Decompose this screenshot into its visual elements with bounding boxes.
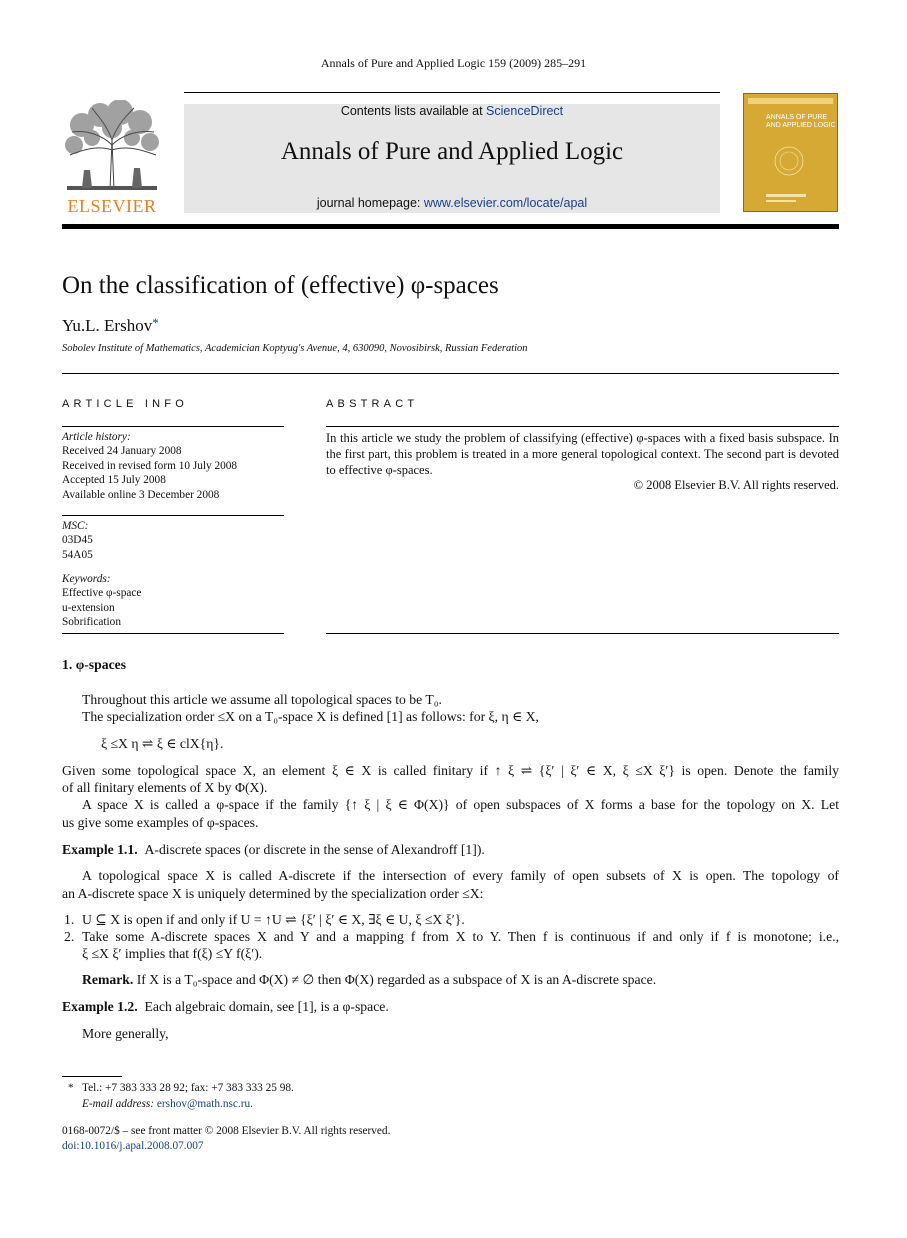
abstract-rule xyxy=(326,426,839,427)
header-thick-rule xyxy=(62,224,839,229)
issn-line: 0168-0072/$ – see front matter © 2008 Elsevier B.V. All rights reserved. xyxy=(62,1125,391,1137)
journal-banner xyxy=(184,104,720,213)
example-label: Example 1.1. xyxy=(62,842,138,857)
title-rule xyxy=(62,373,839,374)
remark xyxy=(82,972,656,988)
keyword: u-extension xyxy=(62,601,115,614)
history-received: Received 24 January 2008 xyxy=(62,445,182,458)
running-head: Annals of Pure and Applied Logic 159 (2009) 285–291 xyxy=(320,56,587,70)
author-footnote-mark[interactable]: * xyxy=(152,315,159,330)
footnote-rule xyxy=(62,1076,122,1077)
journal-cover-image xyxy=(743,93,838,212)
remark-text: If X is a T₀-space and Φ(X) ≠ ∅ then Φ(X) regarded as a subspace of X is an A-discrete space. xyxy=(136,972,657,987)
footnote-mark: * xyxy=(68,1082,74,1094)
paragraph-specialization: The specialization order ≤X on a T₀-space X is defined [1] as follows: for ξ, η ∈ X, xyxy=(82,709,539,724)
abstract-text: In this article we study the problem of classifying (effective) φ-spaces with a fixed basis subspace. In the first part, this problem is treated in a more general topological context. The second part is devoted to effective φ-spaces. xyxy=(326,431,839,477)
keyword: Effective φ-space xyxy=(62,587,142,600)
msc-code: 03D45 xyxy=(62,534,93,547)
paragraph-more-generally: More generally, xyxy=(82,1026,169,1041)
formula-specialization: ξ ≤X η ⇌ ξ ∈ clX{η}. xyxy=(101,736,224,751)
doi-link[interactable]: doi:10.1016/j.apal.2008.07.007 xyxy=(62,1140,204,1152)
history-revised: Received in revised form 10 July 2008 xyxy=(62,459,238,472)
example-1-2 xyxy=(62,999,389,1015)
affiliation: Sobolev Institute of Mathematics, Academician Koptyug's Avenue, 4, 630090, Novosibirsk, Russian Federation xyxy=(62,343,528,354)
banner-top-rule xyxy=(184,92,720,93)
article-history xyxy=(62,430,284,502)
list-item-1: U ⊆ X is open if and only if U = ↑U ⇌ {ξ′ | ξ′ ∈ X, ∃ξ ∈ U, ξ ≤X ξ′}. xyxy=(82,912,465,927)
email-end: . xyxy=(250,1098,253,1110)
article-title: On the classification of (effective) φ-spaces xyxy=(62,272,499,299)
journal-title: Annals of Pure and Applied Logic xyxy=(280,138,624,165)
contents-prefix: Contents lists available at xyxy=(340,104,487,118)
example-1-1 xyxy=(62,842,485,858)
keywords-block xyxy=(62,572,284,630)
msc-code: 54A05 xyxy=(62,548,93,561)
example-label: Example 1.2. xyxy=(62,999,138,1014)
elsevier-wordmark: ELSEVIER xyxy=(67,196,157,216)
homepage-prefix: journal homepage: xyxy=(316,196,424,210)
msc-block xyxy=(62,519,284,562)
keyword: Sobrification xyxy=(62,616,121,629)
list-number: 1. xyxy=(64,912,75,927)
example-text: Each algebraic domain, see [1], is a φ-space. xyxy=(144,999,389,1014)
author-name: Yu.L. Ershov xyxy=(62,316,153,335)
paragraph-finitary-1: Given some topological space X, an element ξ ∈ X is called finitary if ↑ ξ ⇌ {ξ′ | ξ′ ∈ X, ξ ≤X ξ′} is open. Denote the family xyxy=(62,763,839,778)
article-info-heading: ARTICLE INFO xyxy=(62,398,188,410)
author-line xyxy=(62,315,159,336)
remark-label: Remark. xyxy=(82,972,134,987)
paragraph-t0: Throughout this article we assume all topological spaces to be T₀. xyxy=(82,692,442,707)
sciencedirect-link[interactable]: ScienceDirect xyxy=(486,104,564,118)
paragraph-phi-space-2: us give some examples of φ-spaces. xyxy=(62,815,259,830)
list-item-2b: ξ ≤X ξ′ implies that f(ξ) ≤Y f(ξ′). xyxy=(82,946,263,961)
msc-label: MSC: xyxy=(62,520,89,532)
article-info-rule xyxy=(62,426,284,427)
paragraph-phi-space-1: A space X is called a φ-space if the family {↑ ξ | ξ ∈ Φ(X)} of open subspaces of X forms a base for the topology on X. Let xyxy=(82,797,839,812)
abstract-bottom-rule xyxy=(326,633,839,634)
example-text: A-discrete spaces (or discrete in the sense of Alexandroff [1]). xyxy=(144,842,485,857)
email-label: E-mail address: xyxy=(82,1098,157,1110)
list-number: 2. xyxy=(64,929,75,944)
section-heading: 1. φ-spaces xyxy=(62,657,127,672)
footnote-email-line xyxy=(82,1098,253,1110)
paragraph-a-discrete-1: A topological space X is called A-discrete if the intersection of every family of open subsets of X is open. The topology of xyxy=(82,868,839,883)
paragraph-finitary-2: of all finitary elements of X by Φ(X). xyxy=(62,780,268,795)
history-accepted: Accepted 15 July 2008 xyxy=(62,474,166,487)
homepage-line xyxy=(184,196,720,210)
contents-line xyxy=(184,104,720,118)
article-info-bottom-rule xyxy=(62,633,284,634)
email-link[interactable]: ershov@math.nsc.ru xyxy=(156,1098,251,1110)
paragraph-a-discrete-2: an A-discrete space X is uniquely determined by the specialization order ≤X: xyxy=(62,886,484,901)
abstract-heading: ABSTRACT xyxy=(326,398,419,410)
cover-title: ANNALS OF PURE AND APPLIED LOGIC xyxy=(766,114,836,129)
keywords-label: Keywords: xyxy=(62,573,111,585)
homepage-link[interactable]: www.elsevier.com/locate/apal xyxy=(423,196,588,210)
list-item-2a: Take some A-discrete spaces X and Y and a mapping f from X to Y. Then f is continuous if and only if f is monotone; i.e., xyxy=(82,929,839,944)
history-online: Available online 3 December 2008 xyxy=(62,488,220,501)
footnote-tel: Tel.: +7 383 333 28 92; fax: +7 383 333 25 98. xyxy=(82,1082,294,1094)
msc-rule xyxy=(62,515,284,516)
abstract-copyright: © 2008 Elsevier B.V. All rights reserved. xyxy=(633,478,839,492)
history-label: Article history: xyxy=(62,431,131,443)
